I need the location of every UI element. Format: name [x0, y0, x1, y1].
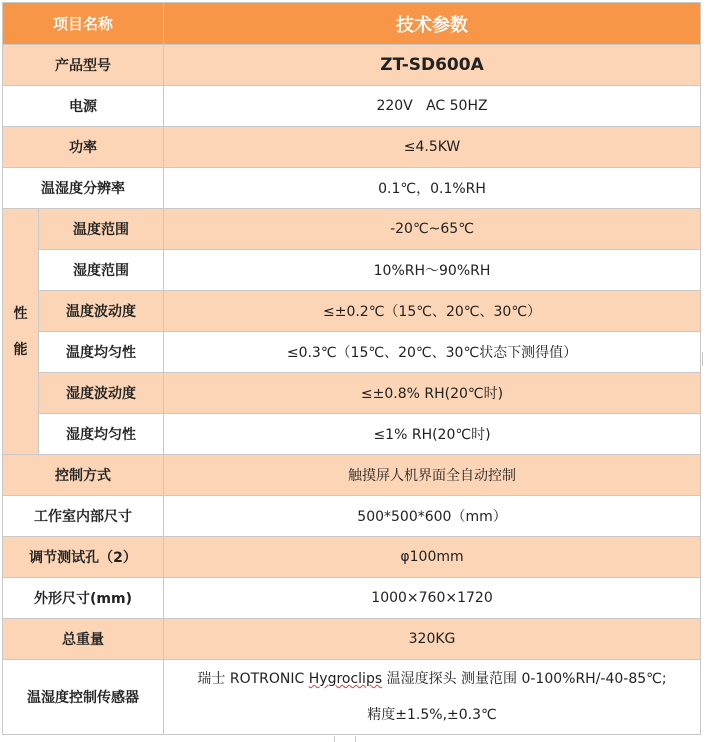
table-row [3, 209, 701, 250]
table-row [3, 86, 701, 127]
sensor-line-1 [168, 661, 696, 697]
row-label: 工作室内部尺寸 [3, 496, 164, 537]
row-label: 湿度均匀性 [39, 414, 164, 455]
table-row [3, 414, 701, 455]
table-row [3, 291, 701, 332]
row-label: 电源 [3, 86, 164, 127]
row-value: 220V AC 50HZ [164, 86, 701, 127]
row-label: 温度波动度 [39, 291, 164, 332]
table-row [3, 455, 701, 496]
row-label: 调节测试孔（2） [3, 537, 164, 578]
row-value: 320KG [164, 619, 701, 660]
row-value: ≤0.3℃（15℃、20℃、30℃状态下测得值） [164, 332, 701, 373]
row-label: 温度均匀性 [39, 332, 164, 373]
row-label: 产品型号 [3, 45, 164, 86]
row-value: ≤1% RH(20℃时) [164, 414, 701, 455]
row-label: 功率 [3, 127, 164, 168]
table-row [3, 373, 701, 414]
sensor-value [164, 660, 701, 735]
row-value: 1000×760×1720 [164, 578, 701, 619]
performance-group-label [3, 209, 39, 455]
row-label: 控制方式 [3, 455, 164, 496]
table-edge-mark [702, 352, 706, 366]
table-row [3, 660, 701, 735]
row-value: 触摸屏人机界面全自动控制 [164, 455, 701, 496]
row-label: 湿度波动度 [39, 373, 164, 414]
performance-char: 性 [13, 305, 28, 322]
table-row [3, 496, 701, 537]
row-label: 总重量 [3, 619, 164, 660]
header-item-name: 项目名称 [3, 3, 164, 45]
row-value: φ100mm [164, 537, 701, 578]
spec-table [2, 2, 701, 735]
row-value: 0.1℃，0.1%RH [164, 168, 701, 209]
table-row [3, 619, 701, 660]
row-label: 温湿度控制传感器 [3, 660, 164, 735]
row-value: ≤±0.2℃（15℃、20℃、30℃） [164, 291, 701, 332]
row-label: 湿度范围 [39, 250, 164, 291]
sensor-brand: Hygroclips [308, 671, 383, 687]
header-tech-params: 技术参数 [164, 3, 701, 45]
header-row [3, 3, 701, 45]
row-value: 500*500*600（mm） [164, 496, 701, 537]
table-edge-mark [334, 736, 335, 742]
row-value: 10%RH～90%RH [164, 250, 701, 291]
row-value: ≤±0.8% RH(20℃时) [164, 373, 701, 414]
table-row [3, 127, 701, 168]
table-row [3, 537, 701, 578]
table-row [3, 250, 701, 291]
sensor-line-2: 精度±1.5%,±0.3℃ [367, 707, 497, 723]
row-label: 温度范围 [39, 209, 164, 250]
sensor-prefix: 瑞士 ROTRONIC [197, 671, 309, 687]
table-edge-mark [355, 736, 356, 742]
table-row [3, 45, 701, 86]
row-label: 外形尺寸(mm) [3, 578, 164, 619]
row-value: -20℃~65℃ [164, 209, 701, 250]
sensor-suffix: 温湿度探头 测量范围 0-100%RH/-40-85℃; [382, 671, 667, 687]
performance-char: 能 [13, 341, 28, 358]
row-label: 温湿度分辨率 [3, 168, 164, 209]
table-row [3, 168, 701, 209]
row-value: ≤4.5KW [164, 127, 701, 168]
table-row [3, 332, 701, 373]
table-row [3, 578, 701, 619]
row-value: ZT-SD600A [164, 45, 701, 86]
